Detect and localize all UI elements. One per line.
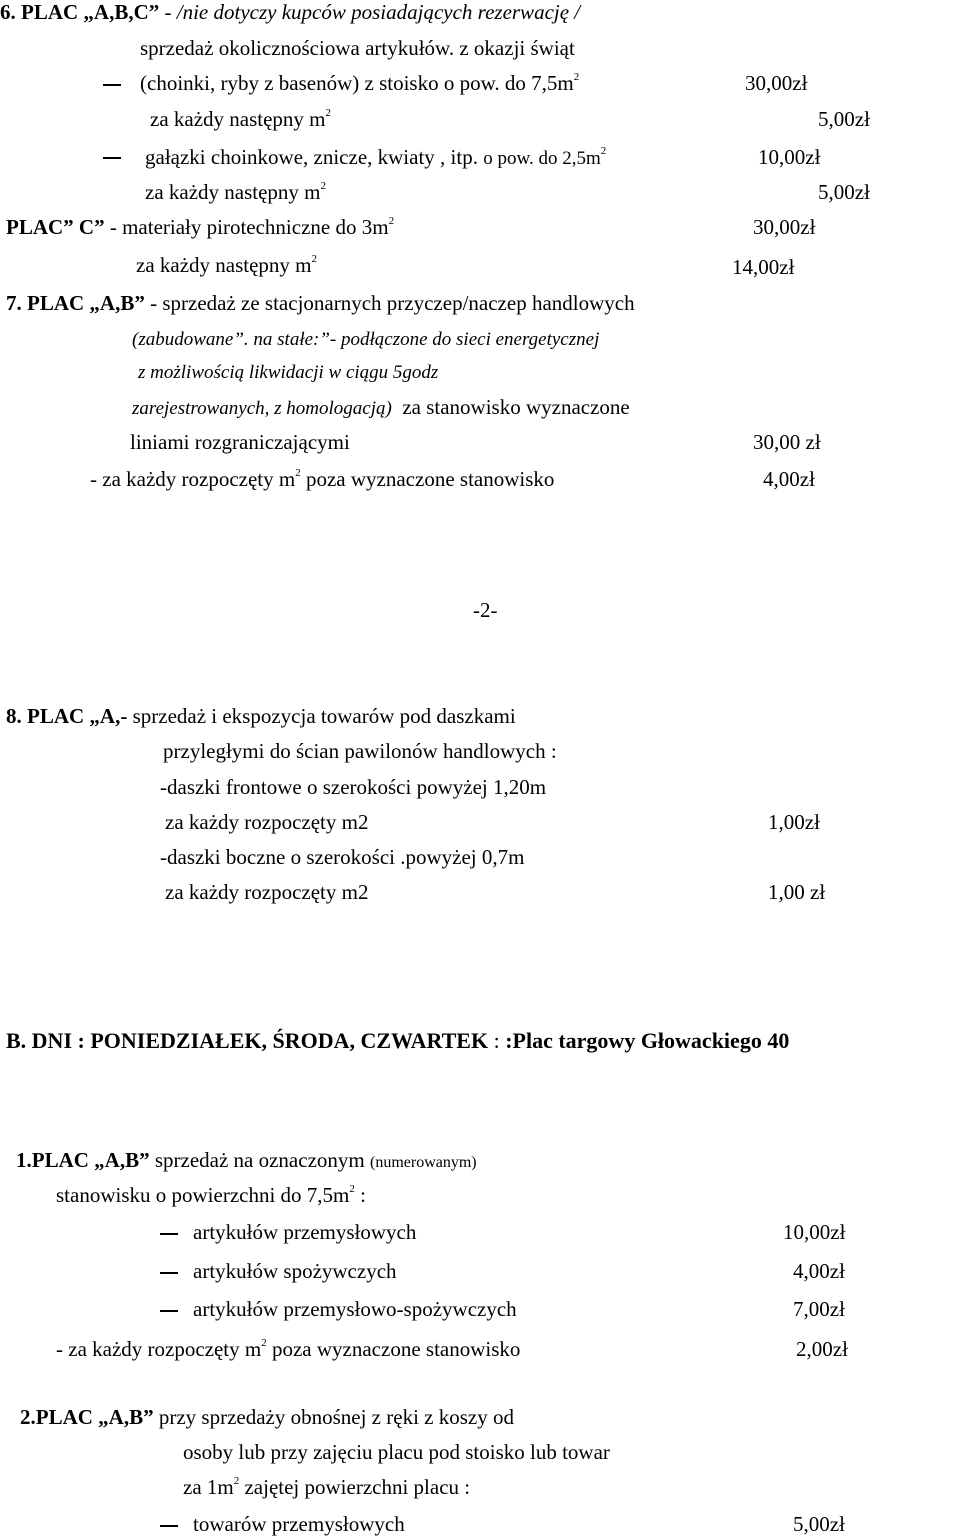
b2-line2: osoby lub przy zajęciu placu pod stoisko lub towar [183, 1440, 610, 1464]
section6-line3-price: 30,00zł [745, 71, 808, 95]
dash-bullet [160, 1272, 178, 1274]
b1-item-label: artykułów przemysłowych [193, 1220, 417, 1244]
dash-bullet [160, 1233, 178, 1235]
section7-line5-price: 30,00 zł [753, 430, 821, 454]
b1-title: 1.PLAC „A,B” sprzedaż na oznaczonym (numerowanym) [16, 1148, 477, 1172]
section8-line3: -daszki frontowe o szerokości powyżej 1,20m [160, 775, 547, 799]
section7-line3: z możliwością likwidacji w ciągu 5godz [138, 362, 439, 383]
section7-line4: zarejestrowanych, z homologacją) za stanowisko wyznaczone [132, 395, 630, 419]
section6-title: 6. PLAC „A,B,C” - /nie dotyczy kupców posiadających rezerwację / [0, 0, 581, 24]
b1-item-price: 4,00zł [793, 1259, 845, 1283]
section6-line3: (choinki, ryby z basenów) z stoisko o pow. do $7,5m^2$ [140, 71, 580, 95]
b1-item-label: artykułów przemysłowo-spożywczych [193, 1297, 517, 1321]
b1-line2: stanowisku o powierzchni do $7,5m^2$ : [56, 1183, 366, 1207]
b1-extra: - za każdy rozpoczęty $m^2$ poza wyznaczone stanowisko [56, 1337, 521, 1361]
section8-line5: -daszki boczne o szerokości .powyżej 0,7m [160, 845, 525, 869]
section6-line4: za każdy następny $m^2$ [150, 107, 332, 131]
section6-line6: za każdy następny $m^2$ [145, 180, 327, 204]
section6-line5: gałązki choinkowe, znicze, kwiaty , itp. o pow. do $2,5m^2$ [145, 145, 607, 169]
b1-item-label: artykułów spożywczych [193, 1259, 397, 1283]
section8-line6: za każdy rozpoczęty m2 [165, 880, 369, 904]
page-number: -2- [473, 598, 498, 622]
section8-line4-price: 1,00zł [768, 810, 820, 834]
section-b-heading: B. DNI : PONIEDZIAŁEK, ŚRODA, CZWARTEK : :Plac targowy Głowackiego 40 [6, 1028, 790, 1053]
section8-line2: przyległymi do ścian pawilonów handlowych : [163, 739, 557, 763]
b1-item-price: 10,00zł [783, 1220, 846, 1244]
b2-title: 2.PLAC „A,B” przy sprzedaży obnośnej z ręki z koszy od [20, 1405, 514, 1429]
section6-title-note: /nie dotyczy kupców posiadających rezerwację / [176, 0, 581, 24]
section6-line5-price: 10,00zł [758, 145, 821, 169]
section6-line8-price: 14,00zł [732, 255, 795, 279]
section6-line4-price: 5,00zł [818, 107, 870, 131]
section7-line6-price: 4,00zł [763, 467, 815, 491]
section8-line4: za każdy rozpoczęty m2 [165, 810, 369, 834]
section7-line5: liniami rozgraniczającymi [130, 430, 350, 454]
b2-item-price: 5,00zł [793, 1512, 845, 1536]
section7-line6: - za każdy rozpoczęty $m^2$ poza wyznaczone stanowisko [90, 467, 555, 491]
section6-line7-price: 30,00zł [753, 215, 816, 239]
section8-line6-price: 1,00 zł [768, 880, 826, 904]
b1-extra-price: 2,00zł [796, 1337, 848, 1361]
section6-line7: PLAC” C” - materiały pirotechniczne do $3m^2$ [6, 215, 395, 239]
section6-line2: sprzedaż okolicznościowa artykułów. z okazji świąt [140, 36, 575, 60]
dash-bullet [103, 84, 121, 86]
b2-item-label: towarów przemysłowych [193, 1512, 405, 1536]
section6-title-num: 6. PLAC „A,B,C” [0, 0, 160, 24]
section6-line8: za każdy następny $m^2$ [136, 253, 318, 277]
section8-title: 8. PLAC „A,- sprzedaż i ekspozycja towarów pod daszkami [6, 704, 516, 728]
section7-title: 7. PLAC „A,B” - sprzedaż ze stacjonarnych przyczep/naczep handlowych [6, 291, 635, 315]
dash-bullet [160, 1310, 178, 1312]
section6-line6-price: 5,00zł [818, 180, 870, 204]
b1-item-price: 7,00zł [793, 1297, 845, 1321]
dash-bullet [160, 1525, 178, 1527]
section7-line2: (zabudowane”. na stałe:”- podłączone do sieci energetycznej [132, 329, 600, 350]
dash-bullet [103, 157, 121, 159]
b2-line3: za $1m^2$ zajętej powierzchni placu : [183, 1475, 471, 1499]
